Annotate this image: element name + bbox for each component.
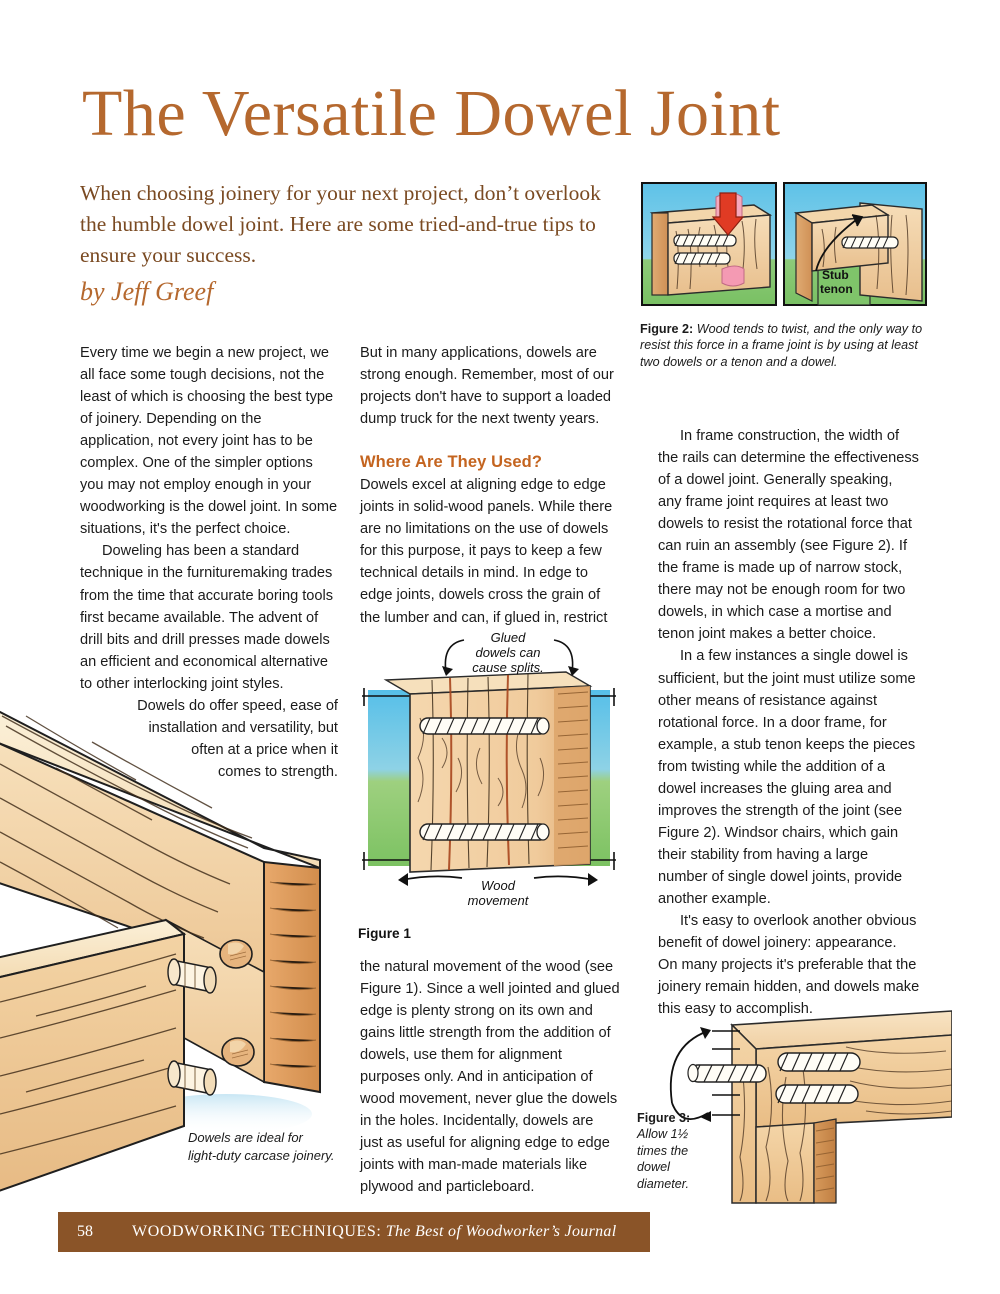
page-footer-bar <box>58 1212 650 1252</box>
col3-paragraph-1: In frame construction, the width of the rails can determine the effectiveness of a dowel joint. Generally speaking, any frame joint requires at least two dowels to resist the rotational force that can ruin an assembly (see Figure 2). If the frame is made up of narrow stock, there may not be enough room for two dowels, in which case a mortise and tenon joint makes a better choice. <box>658 428 919 643</box>
col1-wrap-line: comes to strength. <box>217 763 338 780</box>
fig2-stub-label-line2: tenon <box>820 282 853 296</box>
fig1-callout-line1: Glued <box>490 630 526 645</box>
body-column-3 <box>658 425 920 1020</box>
figure-2-label: Figure 2: <box>640 322 694 336</box>
figure-3-caption <box>637 1110 699 1192</box>
fig1-wood-movement-line2: movement <box>467 893 529 908</box>
figure-3-caption-line1: Allow 1½ <box>637 1127 689 1142</box>
main-art-caption-line2: light-duty carcase joinery. <box>188 1147 335 1163</box>
body-column-2-top <box>360 342 620 629</box>
fig1-callout-line3: cause splits. <box>472 660 544 675</box>
fig1-dowel-upper <box>420 718 549 734</box>
figure-3-caption-line4: diameter. <box>637 1176 690 1191</box>
body-column-2-bottom <box>360 956 620 1199</box>
footer-book-subtitle: The Best of Woodworker’s Journal <box>385 1223 617 1240</box>
main-art-caption <box>188 1129 378 1164</box>
fig2-single-dowel <box>842 237 898 248</box>
article-byline: by Jeff Greef <box>80 277 214 306</box>
col1-paragraph-2: Doweling has been a standard technique in the furnituremaking trades from the time that accurate boring tools first became available. The advent of drill bits and drill presses made dowels an efficient and economical alternative to other interlocking joint styles. <box>80 543 334 692</box>
footer-book-title <box>132 1223 616 1241</box>
figure-2-illustration <box>636 175 932 313</box>
fig2-right-pane <box>784 183 926 305</box>
main-art-caption-line1: Dowels are ideal for <box>188 1130 303 1145</box>
col1-wrap-line: often at a price when it <box>191 741 338 758</box>
page-title: The Versatile Dowel Joint <box>82 77 781 150</box>
col1-wrap-line: installation and versatility, but <box>148 719 338 736</box>
col1-paragraph-1: Every time we begin a new project, we all face some tough decisions, not the least of which is choosing the best type of joinery. Depending on the application, not every joint has to be complex. One of the simpler options you may not employ enough in your woodworking is the dowel joint. In some situations, it's the perfect choice. <box>80 345 338 538</box>
fig3-dowel-upper <box>778 1053 860 1071</box>
article-deck: When choosing joinery for your next project, don’t overlook the humble dowel joint. Here are some tried-and-true tips to ensure your success. <box>80 181 601 267</box>
fig2-left-pane <box>642 183 776 305</box>
col2-paragraph-2: Dowels excel at aligning edge to edge joints in solid-wood panels. While there are no limitations on the use of dowels for this purpose, it pays to keep a few technical details in mind. In edge to edge joints, dowels cross the grain of the lumber and can, if glued in, restrict <box>360 477 613 626</box>
fig1-dowel-lower <box>420 824 549 840</box>
col1-wrap-line: Dowels do offer speed, ease of <box>137 697 338 714</box>
col2-paragraph-3: the natural movement of the wood (see Figure 1). Since a well jointed and glued edge is plenty strong on its own and gains little strength from the addition of dowels, use them for alignment purposes only. And in anticipation of wood movement, never glue the dowels in the holes. Incidentally, dowels are just as useful for aligning edge to edge joints with man-made materials like plywood and particleboard. <box>360 959 620 1196</box>
page-number: 58 <box>77 1223 93 1240</box>
section-heading-where-are-they-used: Where Are They Used? <box>360 453 543 472</box>
fig1-wood-movement-line1: Wood <box>481 878 515 893</box>
figure-1-illustration <box>358 628 620 920</box>
figure-3-label: Figure 3: <box>637 1111 691 1125</box>
fig3-dowel-protruding <box>688 1065 766 1083</box>
col3-paragraph-2: In a few instances a single dowel is sufficient, but the joint must utilize some other means of resistance against rotational force. In a door frame, for example, a stub tenon keeps the pieces from twisting while the addition of a dowel increases the gluing area and improves the strength of the joint (see Figure 2). Windsor chairs, which gain their stability from having a large number of single dowel joints, provide another example. <box>658 648 916 907</box>
col3-paragraph-3: It's easy to overlook another obvious benefit of dowel joinery: appearance. On many projects it's preferable that the joinery remain hidden, and dowels make this easy to accomplish. <box>658 913 920 1018</box>
footer-book-title-main: WOODWORKING TECHNIQUES: <box>132 1223 382 1240</box>
figure-3-caption-line2: times the <box>637 1143 689 1158</box>
fig2-stub-label-line1: Stub <box>822 268 849 282</box>
figure-1-label: Figure 1 <box>358 926 411 941</box>
figure-3-caption-line3: dowel <box>637 1160 670 1175</box>
figure-2-caption-text: Wood tends to twist, and the only way to resist this force in a frame joint is by using at least two dowels or a tenon and a dowel. <box>640 322 923 369</box>
col2-paragraph-1: But in many applications, dowels are strong enough. Remember, most of our projects don't have to support a loaded dump truck for the next twenty years. <box>360 345 614 428</box>
fig3-dowel-lower <box>776 1085 858 1103</box>
figure-2-caption <box>640 321 930 370</box>
fig1-callout-line2: dowels can <box>475 645 541 660</box>
